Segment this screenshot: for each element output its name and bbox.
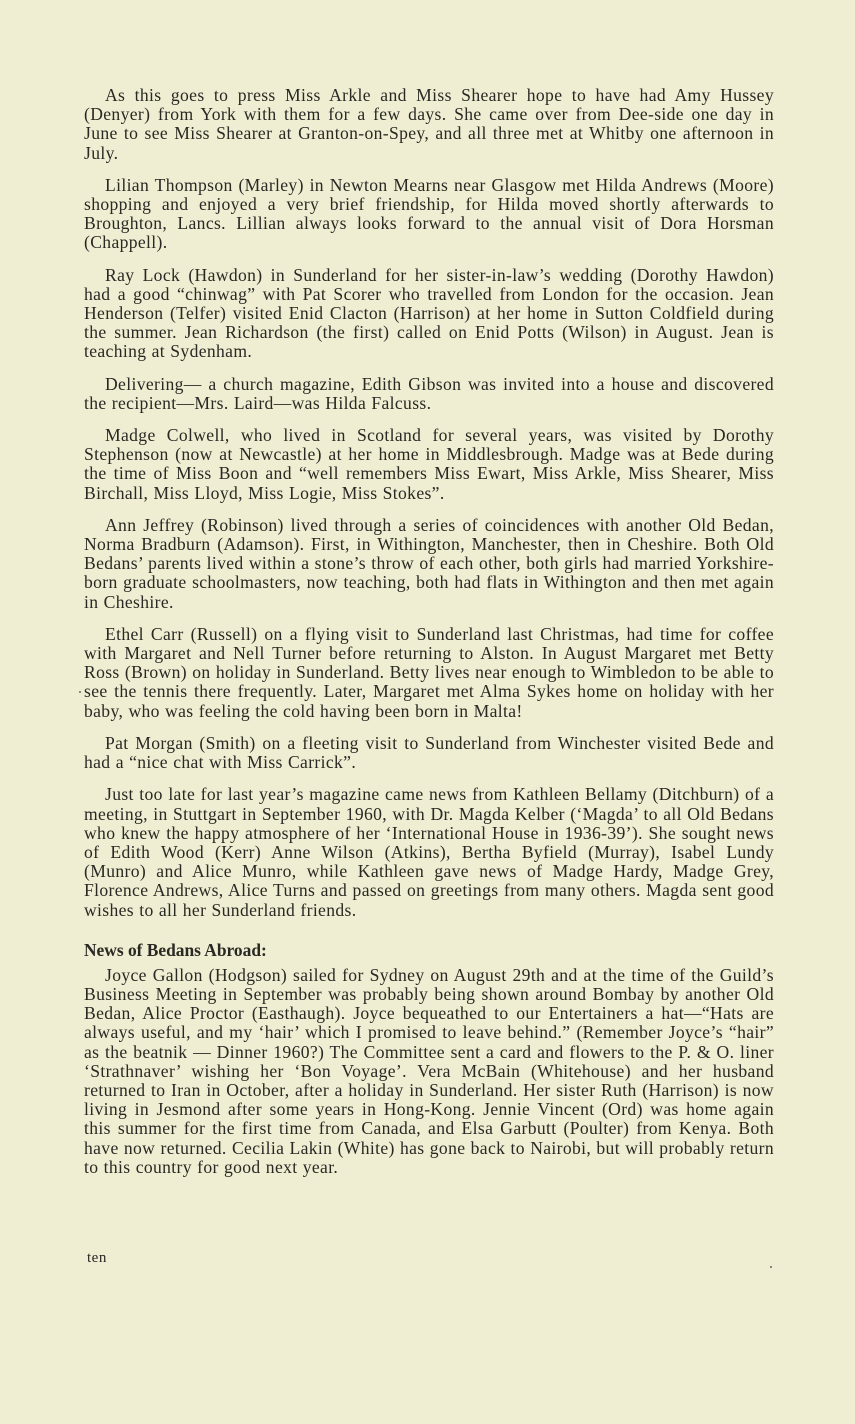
section-heading-bedans-abroad: News of Bedans Abroad: — [84, 939, 267, 960]
paragraph-ray-lock: Ray Lock (Hawdon) in Sunderland for her sister-in-law’s wedding (Dorothy Hawdon) had a good “chinwag” with Pat Scorer who travelled from London for the occasion. Jean Henderson (Telfer) visited Enid Clacton (Harrison) at her home in Sutton Coldfield during the summer. Jean Richardson (the first) called on Enid Potts (Wilson) in August. Jean is teaching at Sydenham. — [84, 264, 774, 362]
print-speck — [770, 1266, 772, 1268]
print-speck — [79, 691, 81, 693]
article-body — [84, 86, 774, 1190]
paragraph-madge-colwell: Madge Colwell, who lived in Scotland for several years, was visited by Dorothy Stephenson (now at Newcastle) at her home in Middlesbrough. Madge was at Bede during the time of Miss Boon and “well remembers Miss Ewart, Miss Arkle, Miss Shearer, Miss Birchall, Miss Lloyd, Miss Logie, Miss Stokes”. — [84, 425, 774, 503]
paragraph-joyce-gallon: Joyce Gallon (Hodgson) sailed for Sydney on August 29th and at the time of the Guild’s Business Meeting in September was probably being shown around Bombay by another Old Bedan, Alice Proctor (Easthaugh). Joyce bequeathed to our Entertainers a hat—“Hats are always useful, and my ‘hair’ which I promised to leave behind.” (Remember Joyce’s “hair” as the beatnik — Dinner 1960?) The Committee sent a card and flowers to the P. & O. liner ‘Strathnaver’ wishing her ‘Bon Voyage’. Vera McBain (Whitehouse) and her husband returned to Iran in October, after a holiday in Sunderland. Her sister Ruth (Harrison) is now living in Jesmond after some years in Hong-Kong. Jennie Vincent (Ord) was home again this summer for the first time from Canada, and Elsa Garbutt (Poulter) from Kenya. Both have now returned. Cecilia Lakin (White) has gone back to Nairobi, but will probably return to this country for good next year. — [84, 964, 774, 1177]
paragraph-kathleen-bellamy: Just too late for last year’s magazine came news from Kathleen Bellamy (Ditchburn) of a meeting, in Stuttgart in September 1960, with Dr. Magda Kelber (‘Magda’ to all Old Bedans who knew the happy atmosphere of her ‘International House in 1936-39’). She sought news of Edith Wood (Kerr) Anne Wilson (Atkins), Bertha Byfield (Murray), Isabel Lundy (Munro) and Alice Munro, while Kathleen gave news of Madge Hardy, Madge Grey, Florence Andrews, Alice Turns and passed on greetings from many others. Magda sent good wishes to all her Sunderland friends. — [84, 784, 774, 920]
paragraph-pat-morgan: Pat Morgan (Smith) on a fleeting visit to Sunderland from Winchester visited Bede and had a “nice chat with Miss Carrick”. — [84, 732, 774, 773]
page-number-label: ten — [87, 1250, 107, 1266]
paragraph-edith-gibson: Delivering— a church magazine, Edith Gibson was invited into a house and discovered the recipient—Mrs. Laird—was Hilda Falcuss. — [84, 373, 774, 413]
paragraph-amy-hussey: As this goes to press Miss Arkle and Miss Shearer hope to have had Amy Hussey (Denyer) from York with them for a few days. She came over from Dee-side one day in June to see Miss Shearer at Granton-on-Spey, and all three met at Whitby one afternoon in July. — [84, 85, 774, 163]
paragraph-ethel-carr: Ethel Carr (Russell) on a flying visit to Sunderland last Christmas, had time for coffee with Margaret and Nell Turner before returning to Alston. In August Margaret met Betty Ross (Brown) on holiday in Sunderland. Betty lives near enough to Wimbledon to be able to see the tennis there frequently. Later, Margaret met Alma Sykes home on holiday with her baby, who was feeling the cold having been born in Malta! — [84, 623, 774, 721]
paragraph-ann-jeffrey: Ann Jeffrey (Robinson) lived through a series of coincidences with another Old Bedan, Norma Bradburn (Adamson). First, in Withington, Manchester, then in Cheshire. Both Old Bedans’ parents lived within a stone’s throw of each other, both girls had married Yorkshire-born graduate schoolmasters, now teaching, both had flats in Withington and then met again in Cheshire. — [84, 514, 774, 612]
paragraph-lilian-thompson: Lilian Thompson (Marley) in Newton Mearns near Glasgow met Hilda Andrews (Moore) shopping and enjoyed a very brief friendship, for Hilda moved shortly afterwards to Broughton, Lancs. Lillian always looks forward to the annual visit of Dora Horsman (Chappell). — [84, 174, 774, 253]
